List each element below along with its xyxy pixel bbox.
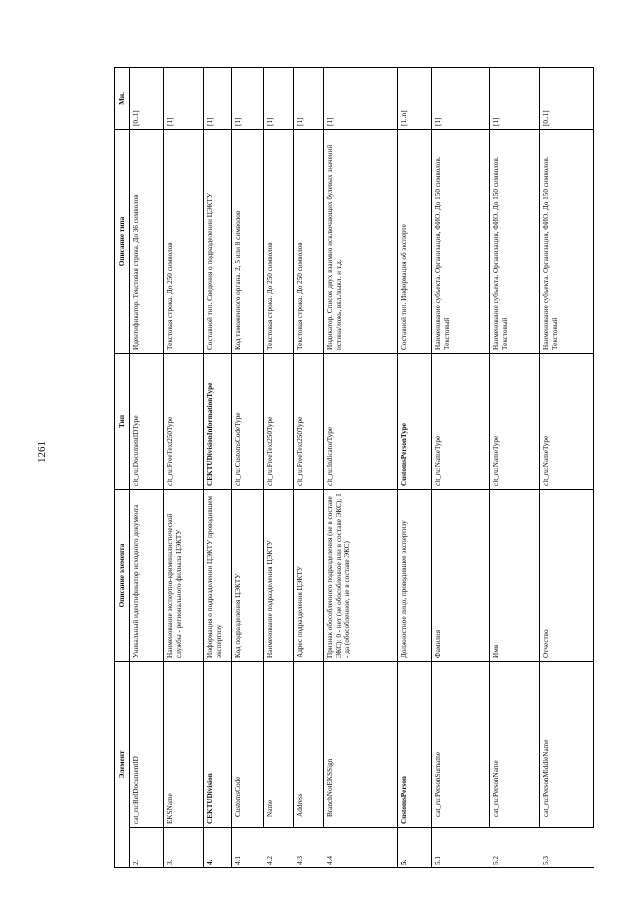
element-name: CustomsPerson	[398, 661, 432, 827]
element-name: CEKTUDivision	[204, 661, 232, 827]
multiplicity: [1]	[432, 67, 490, 129]
element-type: clt_ru:DocumentIDType	[130, 353, 164, 489]
header-element: Элемент	[115, 661, 130, 867]
header-multiplicity: Мн.	[115, 67, 130, 129]
multiplicity: [1]	[232, 67, 264, 129]
element-description: Адрес подразделения ЦЭКТУ	[294, 489, 324, 661]
element-type: clt_ru:IndicatorType	[324, 353, 398, 489]
table-row	[264, 67, 294, 867]
table-row	[232, 67, 264, 867]
element-name: CustomsCode	[232, 661, 264, 827]
page-number: 1261	[36, 441, 48, 463]
row-number: 3.	[164, 828, 204, 868]
type-description: Индикатор. Список двух взаимно исключающих булевых значений истина/ложь, вкл./выкл. и т.д.	[324, 129, 398, 353]
element-description: Уникальный идентификатор исходного документа	[130, 489, 164, 661]
element-name: Name	[264, 661, 294, 827]
element-type: clt_ru:FreeText250Type	[164, 353, 204, 489]
element-description: Признак обособленного подразделения (не в составе ЭКС): 0 - нет (не обособленное или в составе ЭКС); 1 - да (обособленное, не в составе ЭКС)	[324, 489, 398, 661]
row-number: 4.3	[294, 828, 324, 868]
header-element-description: Описание элемента	[115, 489, 130, 661]
table-header-row	[115, 67, 130, 867]
table-row	[130, 67, 164, 867]
element-name: cat_ru:PersonSurname	[432, 661, 490, 827]
type-description: Текстовая строка. До 250 символов	[164, 129, 204, 353]
element-type: clt_ru:FreeText250Type	[264, 353, 294, 489]
header-type-description: Описание типа	[115, 129, 130, 353]
row-number: 5.1	[432, 828, 490, 868]
multiplicity: [1]	[264, 67, 294, 129]
row-number: 4.4	[324, 828, 398, 868]
element-name: EKSName	[164, 661, 204, 827]
element-name: cat_ru:RefDocumentID	[130, 661, 164, 827]
row-number: 5.2	[490, 828, 540, 868]
rotated-page	[114, 68, 594, 868]
row-number: 4.1	[232, 828, 264, 868]
table-row	[490, 67, 540, 867]
type-description: Наименование субъекта. Организация, ФИО. До 150 символов. Текстовый	[432, 129, 490, 353]
element-description: Должностное лицо, проводившее экспертизу	[398, 489, 432, 661]
element-name: cat_ru:PersonName	[490, 661, 540, 827]
row-number: 2.	[130, 828, 164, 868]
type-description: Текстовая строка. До 250 символов	[264, 129, 294, 353]
element-name: cat_ru:PersonMiddleName	[540, 661, 594, 827]
element-description: Отчество	[540, 489, 594, 661]
row-number: 4.	[204, 828, 232, 868]
table-row	[164, 67, 204, 867]
row-number: 5.3	[540, 828, 594, 868]
table-body	[130, 67, 594, 867]
element-description: Наименование экспертно-криминалистической службы - регионального филиала ЦЭКТУ	[164, 489, 204, 661]
element-type: clt_ru:FreeText250Type	[294, 353, 324, 489]
table-row	[204, 67, 232, 867]
table-row	[432, 67, 490, 867]
multiplicity: [0..1]	[130, 67, 164, 129]
element-description: Информация о подразделении ЦЭКТУ проводившем экспертизу	[204, 489, 232, 661]
element-type: clt_ru:NameType	[432, 353, 490, 489]
multiplicity: [1]	[324, 67, 398, 129]
element-type: clt_ru:NameType	[540, 353, 594, 489]
type-description: Текстовая строка. До 250 символов	[294, 129, 324, 353]
multiplicity: [1..n]	[398, 67, 432, 129]
element-description: Фамилия	[432, 489, 490, 661]
element-type: CEKTUDivisionInformationType	[204, 353, 232, 489]
elements-table	[114, 67, 594, 868]
type-description: Код таможенного органа. 2, 5 или 8 символов	[232, 129, 264, 353]
multiplicity: [1]	[164, 67, 204, 129]
element-name: BranchNotEKSSign	[324, 661, 398, 827]
element-description: Имя	[490, 489, 540, 661]
type-description: Идентификатор. Текстовая строка. До 36 символов	[130, 129, 164, 353]
element-type: clt_ru:CustomsCodeType	[232, 353, 264, 489]
multiplicity: [0..1]	[540, 67, 594, 129]
table-row	[398, 67, 432, 867]
element-type: clt_ru:NameType	[490, 353, 540, 489]
table-row	[294, 67, 324, 867]
element-description: Наименование подразделения ЦЭКТУ	[264, 489, 294, 661]
type-description: Составной тип. Информация об эксперте	[398, 129, 432, 353]
multiplicity: [1]	[490, 67, 540, 129]
multiplicity: [1]	[294, 67, 324, 129]
row-number: 5.	[398, 828, 432, 868]
table-row	[540, 67, 594, 867]
multiplicity: [1]	[204, 67, 232, 129]
row-number: 4.2	[264, 828, 294, 868]
header-type: Тип	[115, 353, 130, 489]
element-type: CustomsPersonType	[398, 353, 432, 489]
type-description: Наименование субъекта. Организация, ФИО. До 150 символов. Текстовый	[490, 129, 540, 353]
element-description: Код подразделения ЦЭКТУ	[232, 489, 264, 661]
type-description: Наименование субъекта. Организация, ФИО. До 150 символов. Текстовый	[540, 129, 594, 353]
table-row	[324, 67, 398, 867]
element-name: Address	[294, 661, 324, 827]
type-description: Составной тип. Сведения о подразделении ЦЭКТУ	[204, 129, 232, 353]
